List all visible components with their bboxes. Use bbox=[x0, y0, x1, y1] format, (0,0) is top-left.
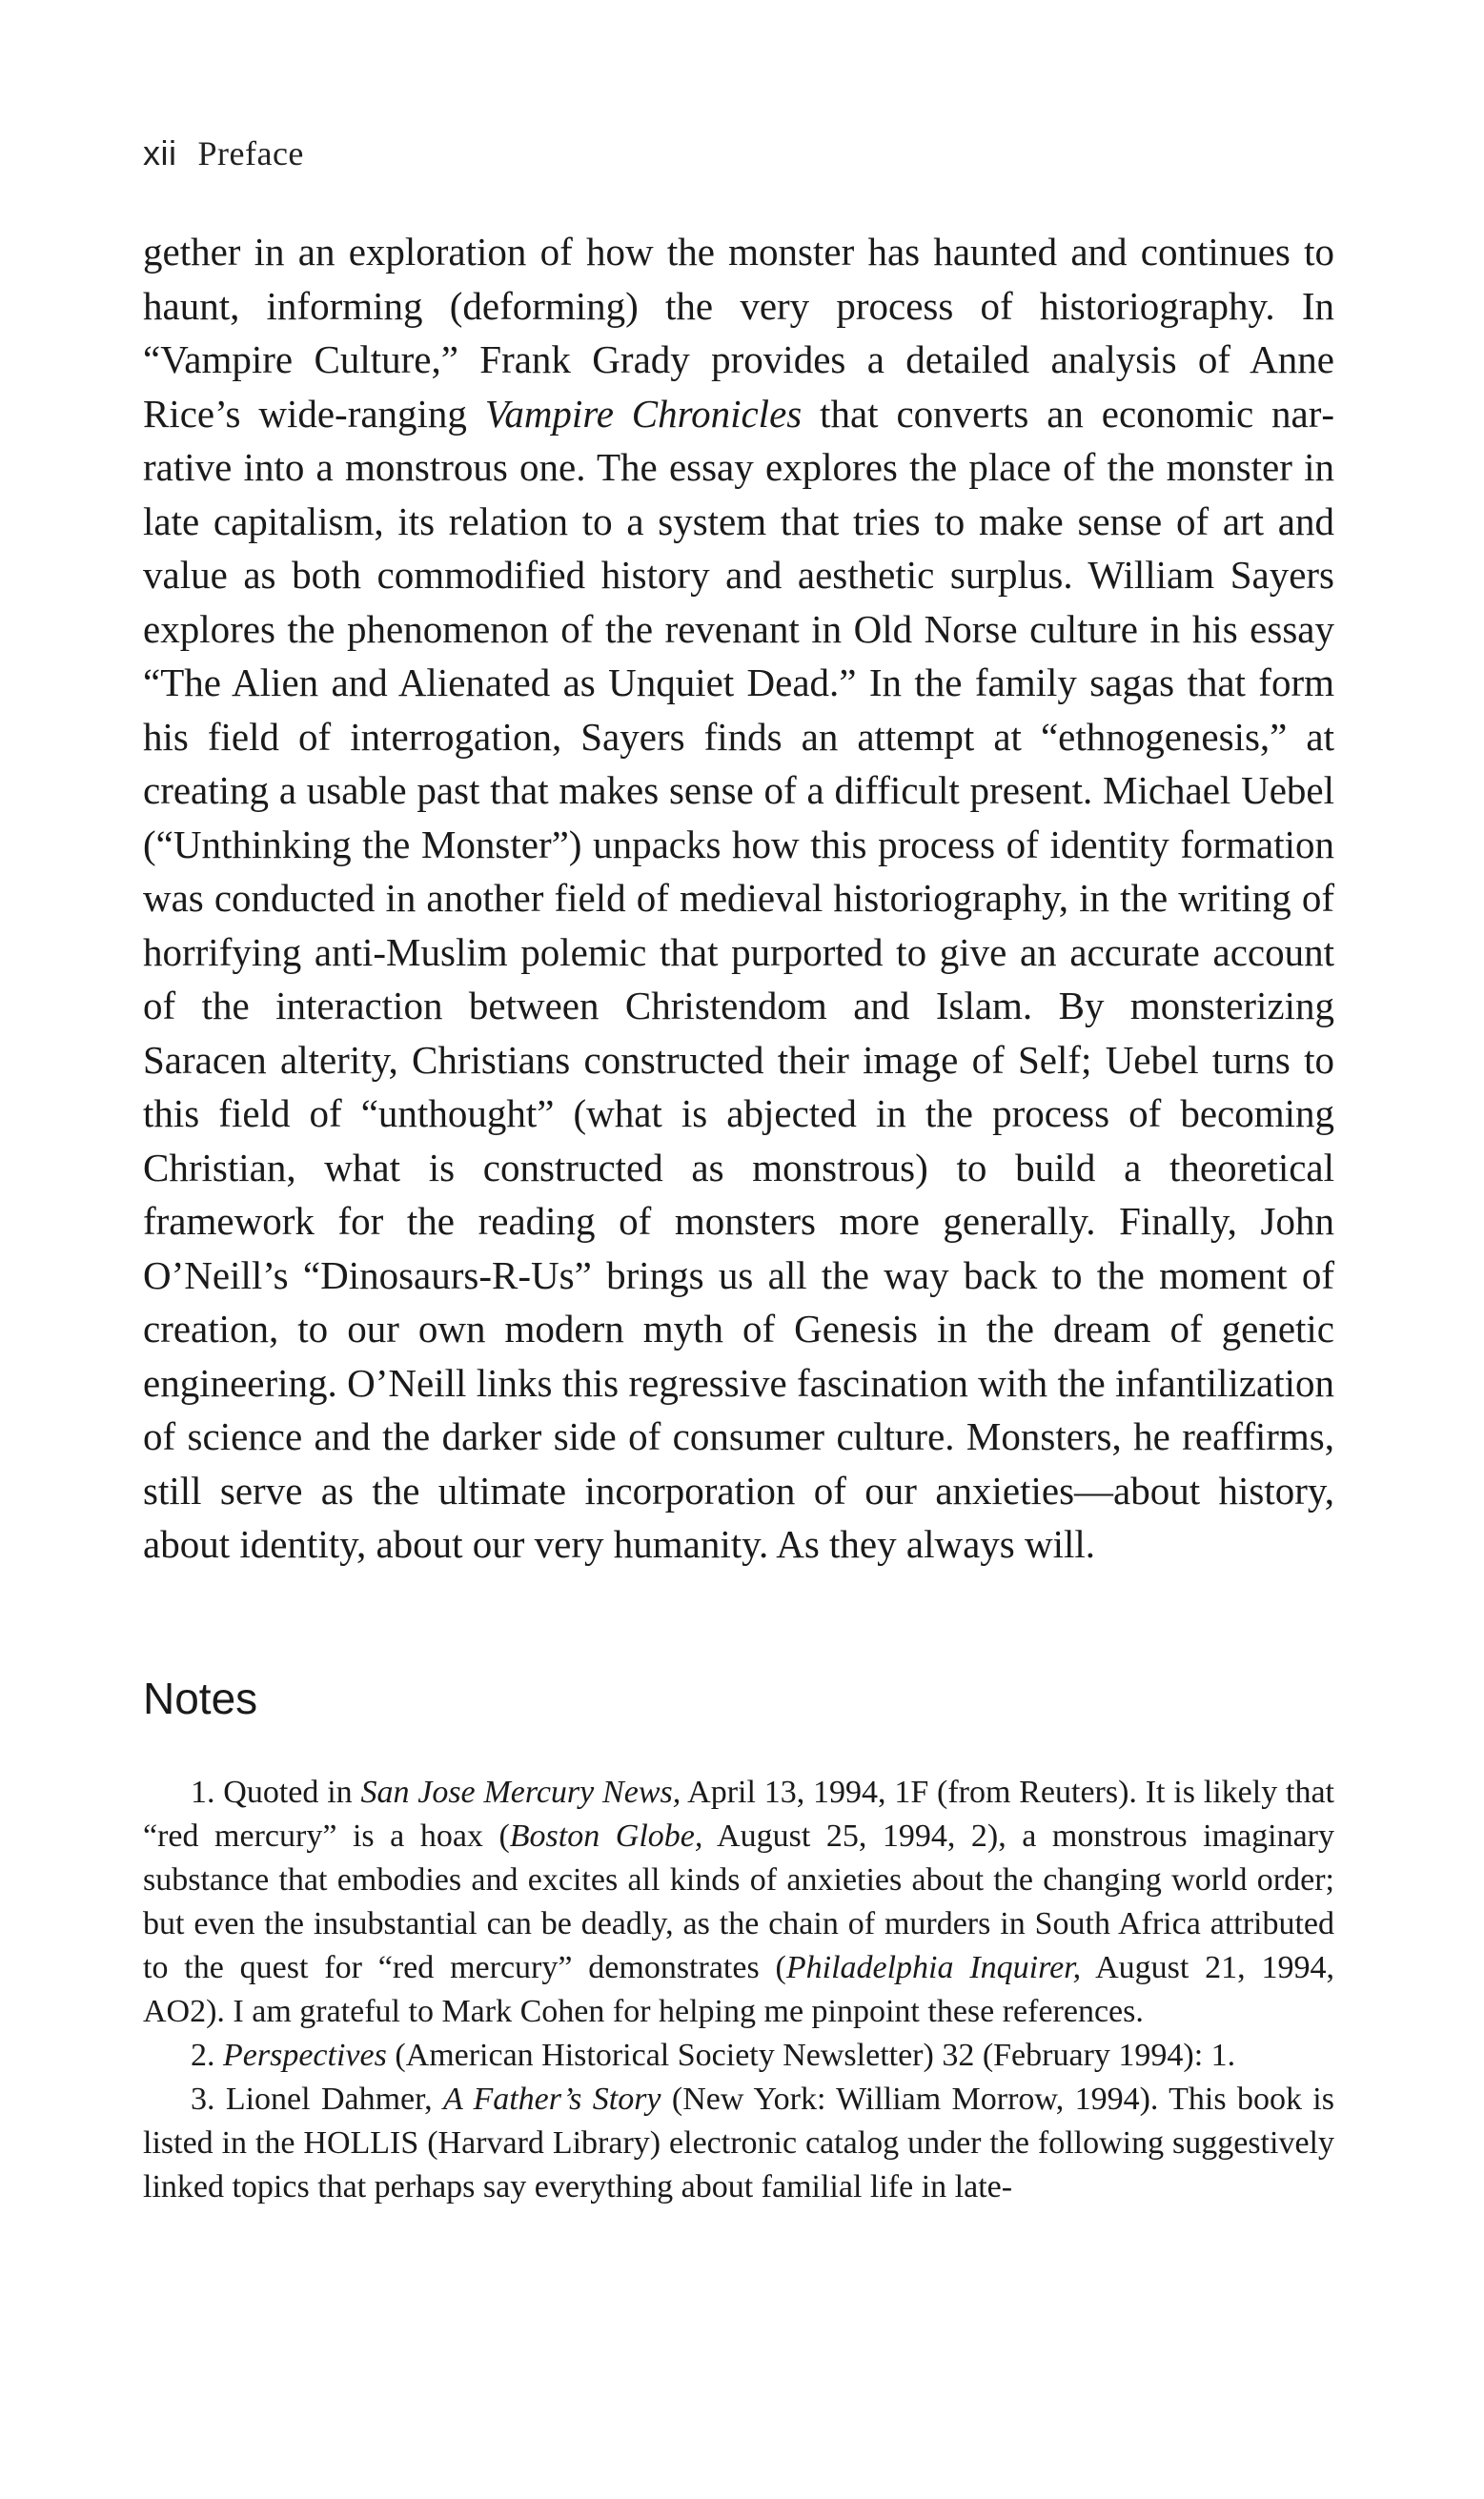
note-2-text-b: (American Historical Society Newsletter) 32 (February 1994): 1. bbox=[386, 2038, 1236, 2073]
preface-paragraph bbox=[143, 225, 1334, 1572]
note-1-text-b: April 13, 1994, 1F (from Reuters). It is likely that “red mercury” is a hoax ( bbox=[143, 1775, 1334, 1854]
page-number: xii bbox=[143, 133, 177, 173]
paragraph-text-2: that converts an economic narrative into a monstrous one. The essay explores the place of the monster in late capitalism, its relation to a system that tries to make sense of art and value as both commodified history and aesthetic surplus. William Sayers explores the phenomenon of the revenant in Old Norse culture in his essay “The Alien and Alienated as Unquiet Dead.” In the family sagas that form his field of interrogation, Sayers finds an attempt at “ethnogenesis,” at creating a usable past that makes sense of a difficult present. Michael Uebel (“Unthinking the Monster”) unpacks how this process of identity formation was conducted in another field of medieval historiography, in the writing of horrifying anti-Muslim polemic that purported to give an accurate account of the interaction between Christendom and Islam. By monsterizing Saracen alterity, Christians constructed their image of Self; Uebel turns to this field of “unthought” (what is abjected in the process of becoming Christian, what is constructed as monstrous) to build a theoretical framework for the reading of monsters more generally. Finally, John O’Neill’s “Dinosaurs-R-Us” brings us all the way back to the moment of creation, to our own modern myth of Genesis in the dream of genetic engineering. O’Neill links this regressive fascination with the infantilization of science and the darker side of consumer culture. Monsters, he reaffirms, still serve as the ultimate incorporation of our anxieties—about history, about identity, about our very humanity. As they always will. bbox=[143, 391, 1335, 1566]
note-3 bbox=[143, 2078, 1334, 2209]
book-title-vampire-chronicles: Vampire Chronicles bbox=[484, 391, 803, 436]
running-head bbox=[143, 133, 304, 173]
note-1-citation-2: Boston Globe, bbox=[509, 1818, 703, 1854]
note-1 bbox=[143, 1771, 1334, 2034]
note-1-citation-3: Philadelphia Inquirer, bbox=[785, 1950, 1082, 1985]
note-2-text-a: 2. bbox=[191, 2038, 223, 2073]
paragraph-text-1: gether in an exploration of how the monster has haunted and continues to haunt, informing (deforming) the very process of historiography. In “Vampire Culture,” Frank Grady provides a detailed analysis of Anne Rice’s wide-ranging bbox=[143, 230, 1334, 436]
note-2 bbox=[143, 2034, 1334, 2078]
note-1-text-c: August 25, 1994, 2), a monstrous imaginary substance that embodies and excites all kinds of anxieties about the changing world order; but even the insubstantial can be deadly, as the chain of murders in South Africa attributed to the quest for “red mercury” demonstrates ( bbox=[143, 1818, 1334, 1985]
note-1-text-d: August 21, 1994, AO2). I am grateful to Mark Cohen for helping me pinpoint these references. bbox=[143, 1950, 1335, 2029]
notes-heading: Notes bbox=[143, 1674, 258, 1723]
note-1-text-a: 1. Quoted in bbox=[191, 1775, 361, 1810]
section-title: Preface bbox=[197, 134, 304, 173]
note-3-citation-1: A Father’s Story bbox=[442, 2082, 661, 2117]
note-1-citation-1: San Jose Mercury News, bbox=[360, 1775, 681, 1810]
note-3-text-b: (New York: William Morrow, 1994). This book is listed in the HOLLIS (Harvard Library) electronic catalog under the following suggestively linked topics that perhaps say everything about familial life in late- bbox=[143, 2082, 1334, 2204]
note-3-text-a: 3. Lionel Dahmer, bbox=[191, 2082, 443, 2117]
notes-list bbox=[143, 1771, 1334, 2209]
note-2-citation-1: Perspectives bbox=[223, 2038, 387, 2073]
